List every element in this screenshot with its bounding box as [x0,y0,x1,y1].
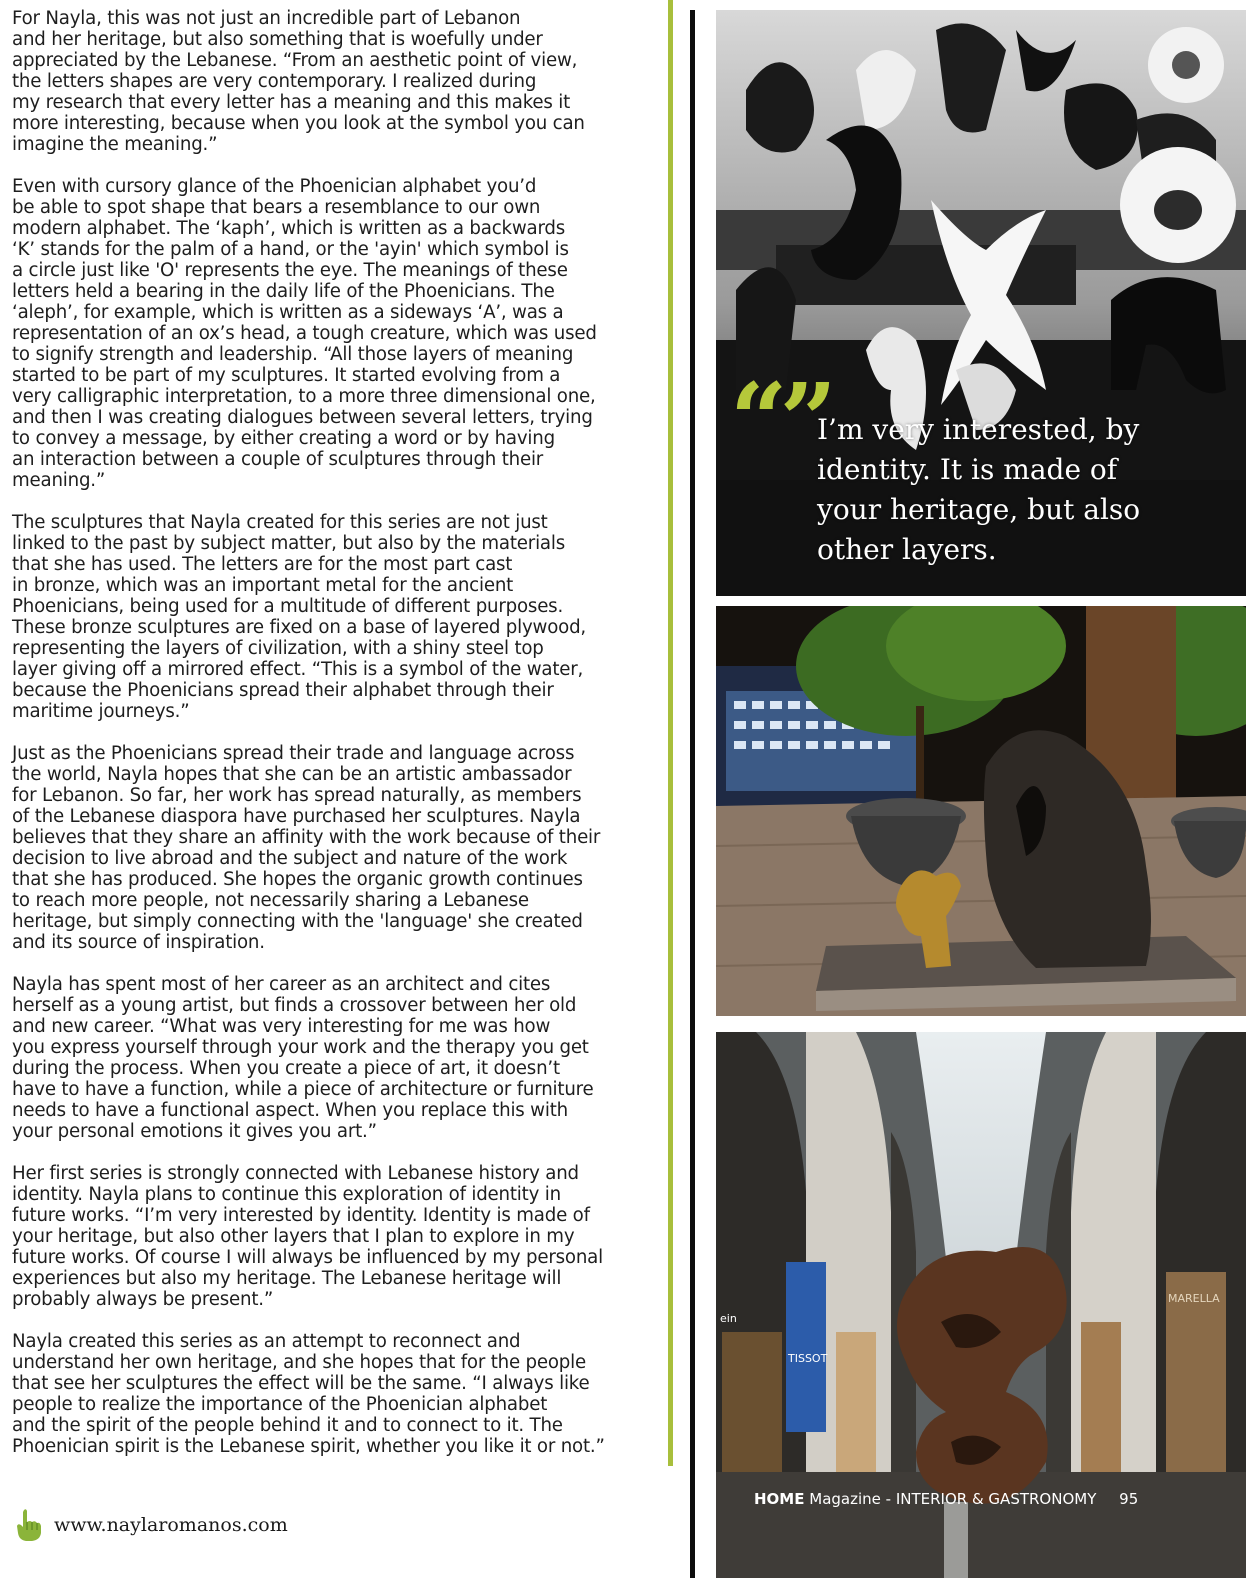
article-paragraph-5: Nayla has spent most of her career as an architect and cites herself as a young artist, but finds a crossover between her old and new career. “What was very interesting for me was how you express yourself through your work and the therapy you get during the process. When you create a piece of art, it doesn’t have to have a function, while a piece of architecture or furniture needs to have a functional aspect. When you replace this with your personal emotions it gives you art.” [12,974,594,1142]
arcade-photo [716,1032,1246,1578]
shop-sign-marella: MARELLA [1168,1292,1220,1305]
shop-sign-left: ein [720,1312,737,1325]
article-body [12,8,662,1478]
page-number: 95 [1119,1490,1139,1508]
article-paragraph-7: Nayla created this series as an attempt to reconnect and understand her own heritage, and she hopes that for the people that see her sculptures the effect will be the same. “I always like people to realize the importance of the Phoenician alphabet and the spirit of the people behind it and to connect to it. The Phoenician spirit is the Lebanese spirit, whether you like it or not.” [12,1331,605,1457]
magazine-name: HOME [754,1490,805,1508]
website-url: www.naylaromanos.com [54,1514,288,1536]
article-paragraph-6: Her first series is strongly connected with Lebanese history and identity. Nayla plans to continue this exploration of identity in future works. “I’m very interested by identity. Identity is made of your heritage, but also other layers that I plan to explore in my future works. Of course I will always be influenced by my personal experiences but also my heritage. The Lebanese heritage will probably always be present.” [12,1163,603,1310]
magazine-footer [754,1490,1138,1508]
magazine-tagline: Magazine - INTERIOR & GASTRONOMY [809,1490,1097,1508]
quote-marks-icon: “” [730,361,830,479]
article-paragraph-3: The sculptures that Nayla created for this series are not just linked to the past by subject matter, but also by the materials that she has used. The letters are for the most part cast in bronze, which was an important metal for the ancient Phoenicians, being used for a multitude of different purposes. These bronze sculptures are fixed on a base of layered plywood, representing the layers of civilization, with a shiny steel top layer giving off a mirrored effect. “This is a symbol of the water, because the Phoenicians spread their alphabet through their maritime journeys.” [12,512,586,722]
article-paragraph-2: Even with cursory glance of the Phoenician alphabet you’d be able to spot shape that bears a resemblance to our own modern alphabet. The ‘kaph’, which is written as a backwards ‘K’ stands for the palm of a hand, or the 'ayin' which symbol is a circle just like 'O' represents the eye. The meanings of these letters held a bearing in the daily life of the Phoenicians. The ‘aleph’, for example, which is written as a sideways ‘A’, was a representation of an ox’s head, a tough creature, which was used to signify strength and leadership. “All those layers of meaning started to be part of my sculptures. It started evolving from a very calligraphic interpretation, to a more three dimensional one, and then I was creating dialogues between several letters, trying to convey a message, by either creating a word or by having an interaction between a couple of sculptures through their meaning.” [12,176,597,491]
article-paragraph-4: Just as the Phoenicians spread their trade and language across the world, Nayla hopes that she can be an artistic ambassador for Lebanon. So far, her work has spread naturally, as members of the Lebanese diaspora have purchased her sculptures. Nayla believes that they share an affinity with the work because of their decision to live abroad and the subject and nature of the work that she has produced. She hopes the organic growth continues to reach more people, not necessarily sharing a Lebanese heritage, but simply connecting with the 'language' she created and its source of inspiration. [12,743,601,953]
plaza-image [716,606,1246,1016]
shop-sign-tissot: TISSOT [788,1352,828,1365]
page-fold-line [690,10,695,1578]
sculptures-photo [716,10,1246,596]
website-link[interactable] [14,1508,288,1542]
plaza-night-photo [716,606,1246,1016]
pull-quote: I’m very interested, by identity. It is made of your heritage, but also other layers. [817,413,1141,566]
column-divider-rule [668,0,673,1466]
article-paragraph-1: For Nayla, this was not just an incredible part of Lebanon and her heritage, but also something that is woefully under appreciated by the Lebanese. “From an aesthetic point of view, the letters shapes are very contemporary. I realized during my research that every letter has a meaning and this makes it more interesting, because when you look at the symbol you can imagine the meaning.” [12,8,585,155]
pointing-hand-icon [14,1508,44,1542]
